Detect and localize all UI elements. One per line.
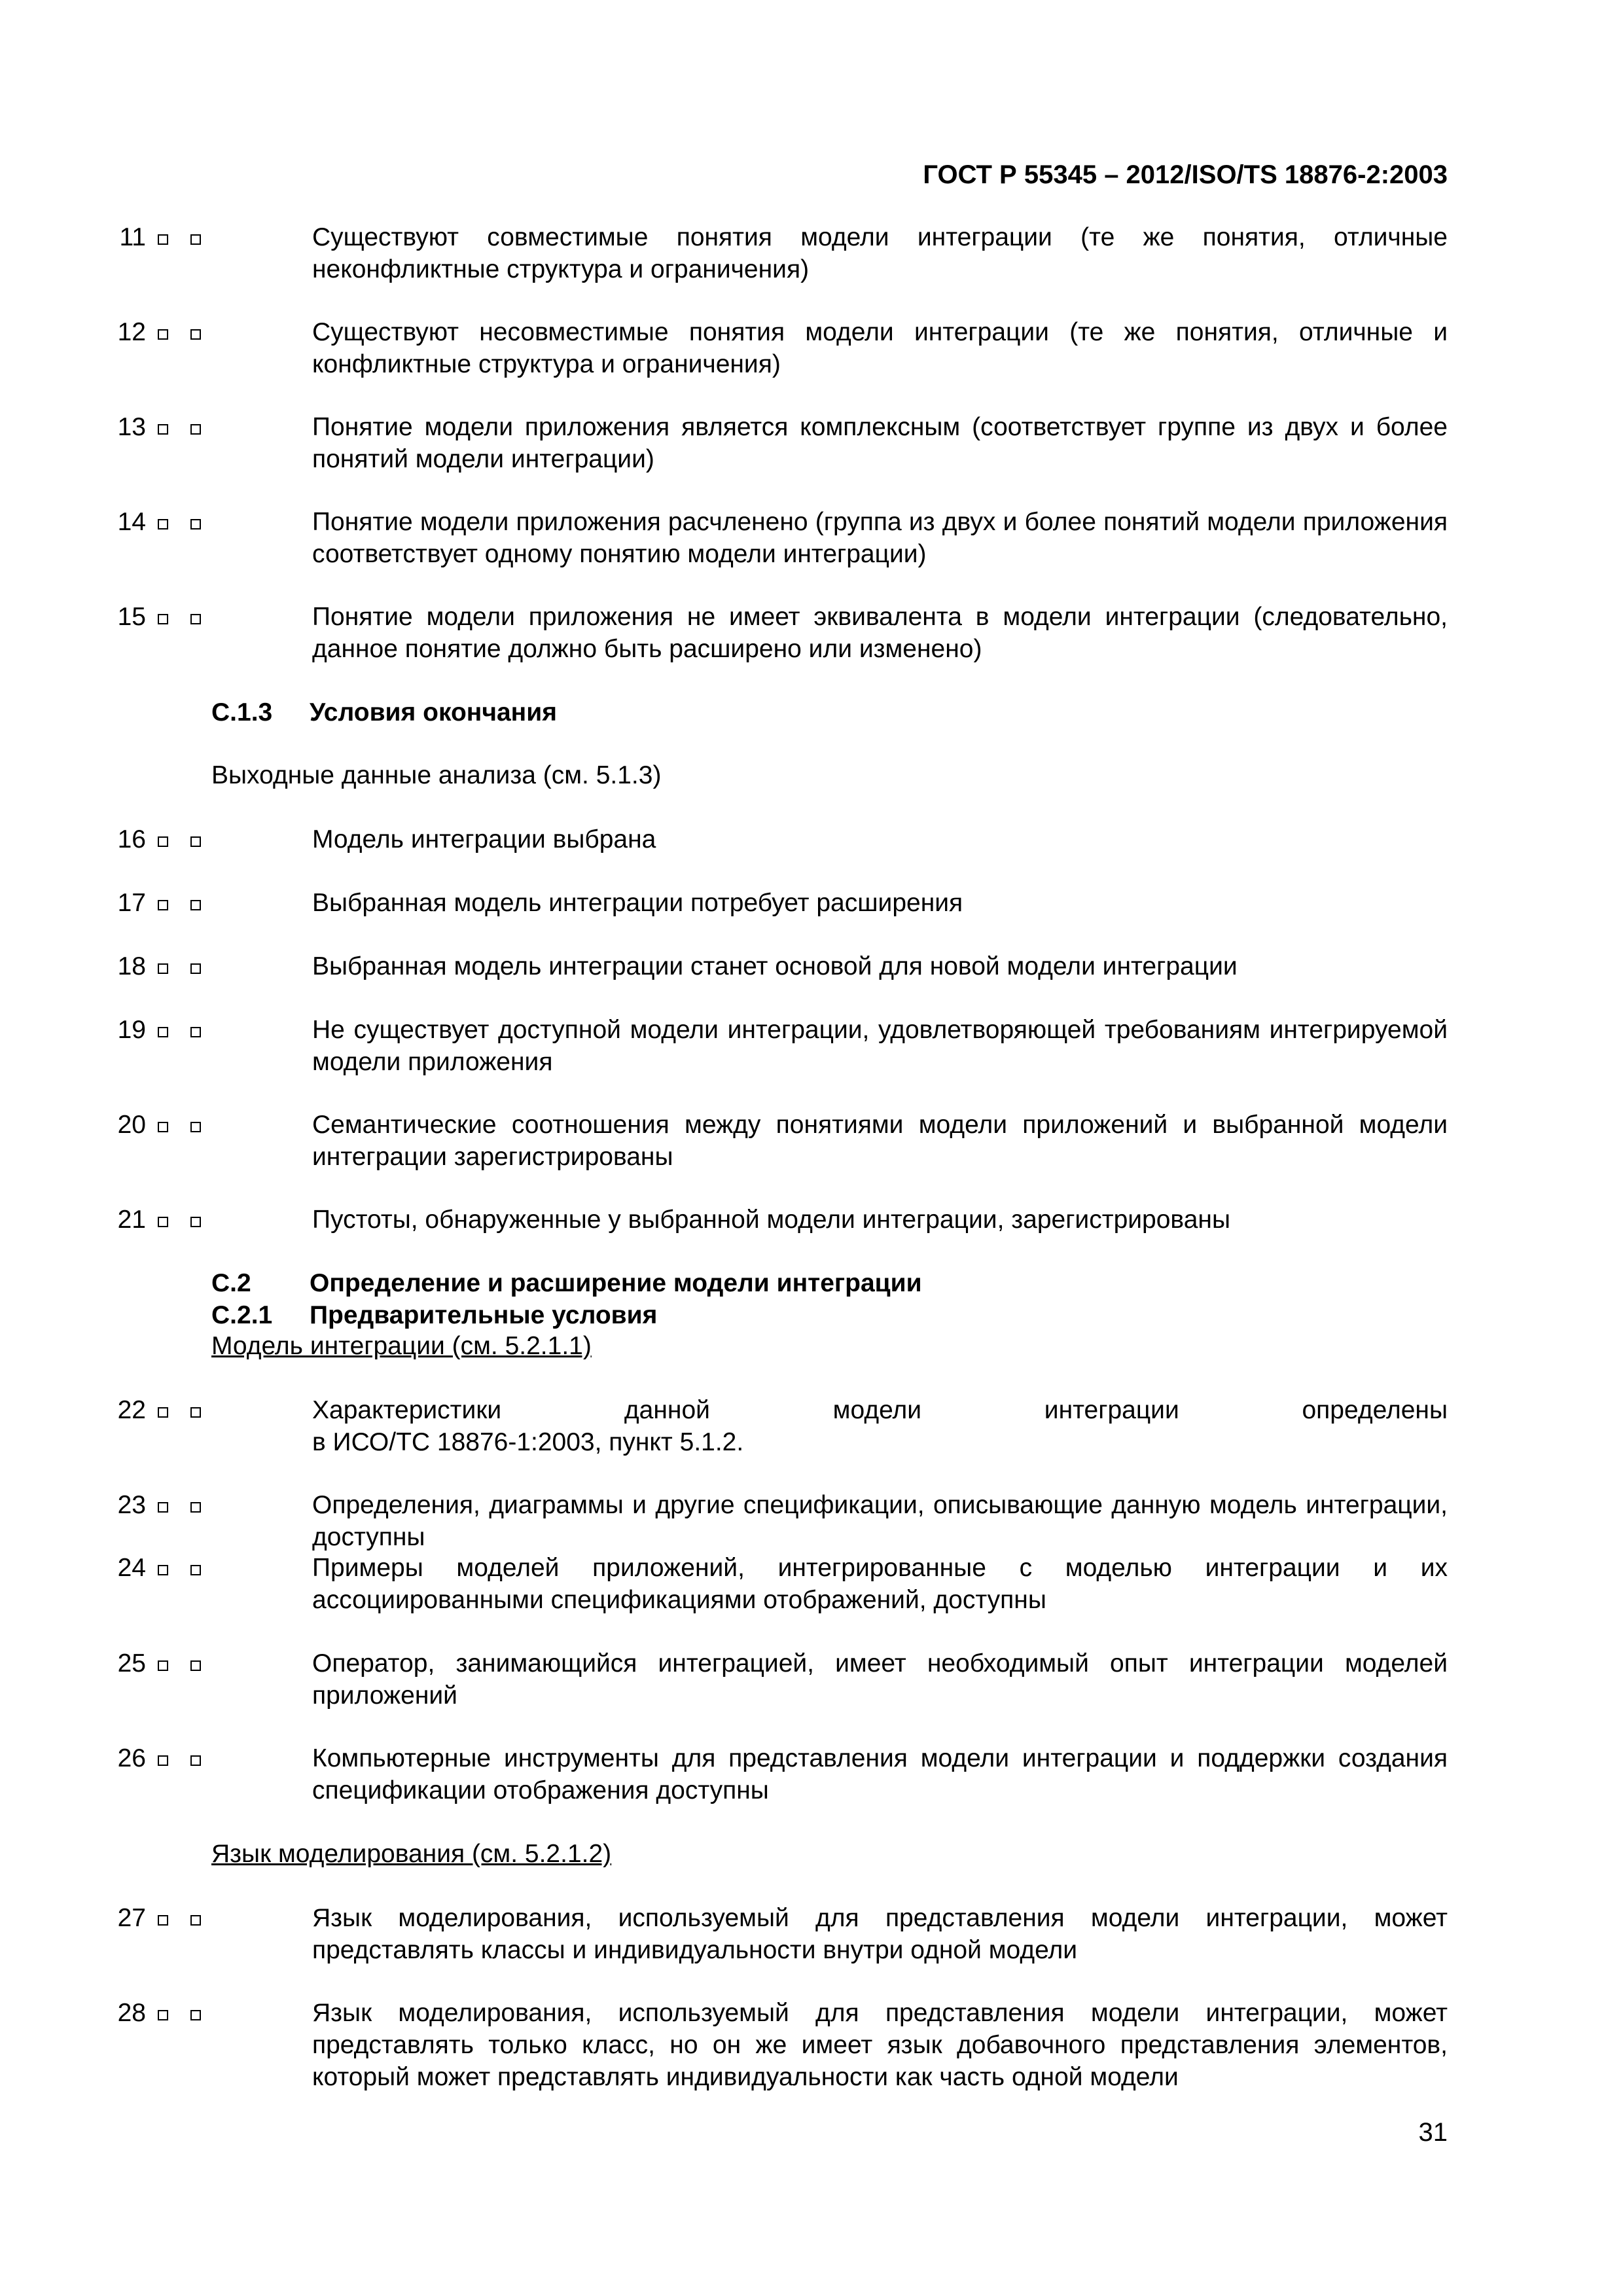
checkbox-icon[interactable] — [190, 329, 201, 340]
item-number: 17 — [117, 889, 146, 917]
item-number: 20 — [117, 1111, 146, 1139]
lead-paragraph: Выходные данные анализа (см. 5.1.3) — [211, 761, 662, 789]
item-number: 28 — [117, 1999, 146, 2027]
checkbox-icon[interactable] — [190, 1502, 201, 1513]
checkbox-icon[interactable] — [158, 2010, 168, 2020]
checkbox-icon[interactable] — [190, 1565, 201, 1575]
item-number: 16 — [117, 825, 146, 853]
item-text: Определения, диаграммы и другие спецификации, описывающие данную модель интеграции, доступны — [312, 1491, 1448, 1551]
checkbox-icon[interactable] — [158, 424, 168, 435]
checkbox-icon[interactable] — [158, 1502, 168, 1513]
item-number: 27 — [117, 1904, 146, 1932]
checkbox-icon[interactable] — [190, 1122, 201, 1132]
checkbox-icon[interactable] — [190, 836, 201, 847]
checkbox-icon[interactable] — [158, 1755, 168, 1766]
item-number: 21 — [117, 1206, 146, 1234]
section-number: С.2.1 — [211, 1301, 273, 1329]
checkbox-icon[interactable] — [190, 424, 201, 435]
item-number: 25 — [117, 1649, 146, 1677]
checkbox-icon[interactable] — [158, 519, 168, 529]
section-heading — [211, 1267, 922, 1299]
checkbox-icon[interactable] — [158, 1915, 168, 1926]
checkbox-icon[interactable] — [190, 1407, 201, 1418]
item-number: 15 — [117, 603, 146, 631]
checklist-item — [115, 1394, 1448, 1458]
item-text: Понятие модели приложения расчленено (группа из двух и более понятий модели приложения соответствует одному понятию модели интеграции) — [312, 508, 1448, 568]
checklist-item — [115, 1204, 1448, 1236]
checklist-item — [115, 1552, 1448, 1616]
section-title: Условия окончания — [310, 698, 557, 726]
item-number: 11 — [119, 223, 146, 251]
checklist-item — [115, 823, 1448, 855]
checkbox-icon[interactable] — [158, 1027, 168, 1037]
checkbox-icon[interactable] — [190, 614, 201, 624]
checklist-item — [115, 1014, 1448, 1078]
checkbox-icon[interactable] — [190, 1027, 201, 1037]
checkbox-icon[interactable] — [190, 963, 201, 974]
checkbox-icon[interactable] — [158, 614, 168, 624]
item-number: 18 — [117, 952, 146, 980]
item-text: Примеры моделей приложений, интегрированные с моделью интеграции и их ассоциированными спецификациями отображений, доступны — [312, 1554, 1448, 1614]
checklist-item — [115, 1489, 1448, 1553]
checkbox-icon[interactable] — [190, 1217, 201, 1227]
checklist-item — [115, 1742, 1448, 1806]
item-text: Выбранная модель интеграции станет основой для новой модели интеграции — [312, 952, 1238, 980]
item-number: 24 — [117, 1554, 146, 1582]
item-text: Существуют несовместимые понятия модели интеграции (те же понятия, отличные и конфликтные структура и ограничения) — [312, 318, 1448, 378]
checkbox-icon[interactable] — [158, 900, 168, 910]
checklist-item — [115, 1647, 1448, 1712]
checkbox-icon[interactable] — [158, 329, 168, 340]
checkbox-icon[interactable] — [158, 836, 168, 847]
checkbox-icon[interactable] — [190, 519, 201, 529]
checklist-item — [115, 1997, 1448, 2093]
page-number: 31 — [1418, 2118, 1448, 2147]
checklist-item — [115, 601, 1448, 665]
checklist-item — [115, 950, 1448, 982]
checklist-item — [115, 316, 1448, 380]
item-text-line: Характеристики данной модели интеграции определены — [312, 1396, 1448, 1424]
item-text: Понятие модели приложения не имеет эквивалента в модели интеграции (следовательно, данное понятие должно быть расширено или изменено) — [312, 603, 1448, 663]
item-text: Модель интеграции выбрана — [312, 825, 656, 853]
checkbox-icon[interactable] — [190, 234, 201, 245]
item-text: Существуют совместимые понятия модели интеграции (те же понятия, отличные неконфликтные структура и ограничения) — [312, 223, 1448, 283]
checklist-item — [115, 1109, 1448, 1173]
checkbox-icon[interactable] — [190, 1915, 201, 1926]
item-number: 22 — [117, 1396, 146, 1424]
subsection-link: Язык моделирования (см. 5.2.1.2) — [211, 1840, 612, 1868]
checkbox-icon[interactable] — [190, 1660, 201, 1671]
checkbox-icon[interactable] — [158, 1217, 168, 1227]
checkbox-icon[interactable] — [190, 1755, 201, 1766]
checklist-item — [115, 506, 1448, 570]
item-text: Семантические соотношения между понятиями модели приложений и выбранной модели интеграции зарегистрированы — [312, 1111, 1448, 1171]
checklist-item — [115, 887, 1448, 919]
item-number: 19 — [117, 1016, 146, 1044]
item-text-line: в ИСО/ТС 18876-1:2003, пункт 5.1.2. — [312, 1428, 744, 1456]
checkbox-icon[interactable] — [158, 1565, 168, 1575]
item-text: Понятие модели приложения является комплексным (соответствует группе из двух и более понятий модели интеграции) — [312, 413, 1448, 473]
item-text: Компьютерные инструменты для представления модели интеграции и поддержки создания спецификации отображения доступны — [312, 1744, 1448, 1804]
item-text: Язык моделирования, используемый для представления модели интеграции, может представлять классы и индивидуальности внутри одной модели — [312, 1904, 1448, 1964]
section-number: С.2 — [211, 1269, 251, 1297]
checkbox-icon[interactable] — [158, 1660, 168, 1671]
checkbox-icon[interactable] — [158, 1122, 168, 1132]
item-text: Пустоты, обнаруженные у выбранной модели интеграции, зарегистрированы — [312, 1206, 1230, 1234]
item-text: Не существует доступной модели интеграции, удовлетворяющей требованиям интегрируемой модели приложения — [312, 1016, 1448, 1076]
subsection-link: Модель интеграции (см. 5.2.1.1) — [211, 1332, 592, 1360]
item-number: 23 — [117, 1491, 146, 1519]
checklist-item — [115, 411, 1448, 475]
item-number: 12 — [117, 318, 146, 346]
section-title: Определение и расширение модели интеграции — [310, 1269, 922, 1297]
checkbox-icon[interactable] — [158, 963, 168, 974]
checklist-item — [115, 221, 1448, 285]
section-number: С.1.3 — [211, 698, 273, 726]
document-header: ГОСТ Р 55345 – 2012/ISO/TS 18876-2:2003 — [923, 160, 1448, 189]
item-text: Оператор, занимающийся интеграцией, имеет необходимый опыт интеграции моделей приложений — [312, 1649, 1448, 1710]
checkbox-icon[interactable] — [158, 234, 168, 245]
checklist-item — [115, 1902, 1448, 1966]
section-title: Предварительные условия — [310, 1301, 658, 1329]
item-number: 14 — [117, 508, 146, 536]
section-heading — [211, 696, 557, 728]
item-text: Выбранная модель интеграции потребует расширения — [312, 889, 963, 917]
checkbox-icon[interactable] — [190, 2010, 201, 2020]
subsection-heading — [211, 1299, 657, 1331]
checkbox-icon[interactable] — [190, 900, 201, 910]
item-text: Язык моделирования, используемый для представления модели интеграции, может представлять только класс, но он же имеет язык добавочного представления элементов, который может представлять индивидуальности как часть одной модели — [312, 1999, 1448, 2091]
item-number: 26 — [117, 1744, 146, 1772]
item-number: 13 — [117, 413, 146, 441]
checkbox-icon[interactable] — [158, 1407, 168, 1418]
